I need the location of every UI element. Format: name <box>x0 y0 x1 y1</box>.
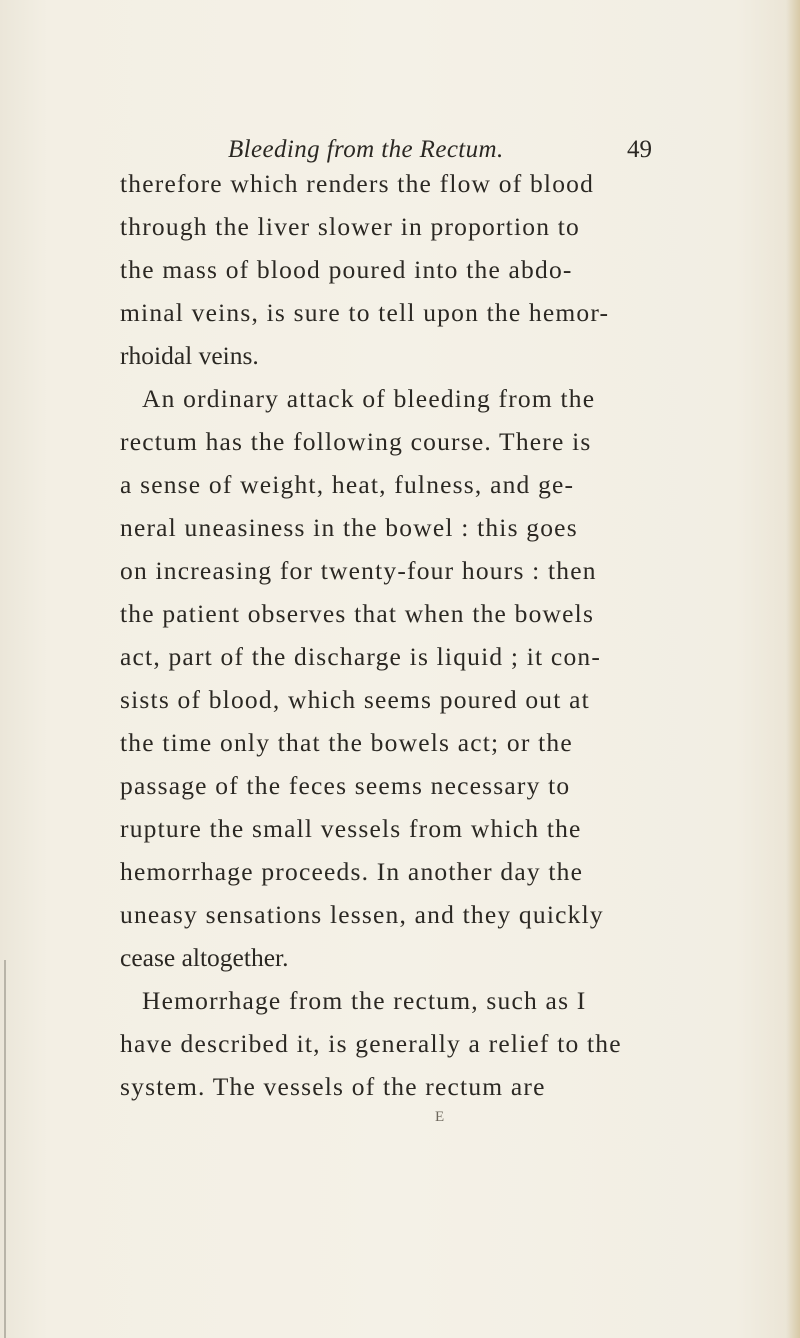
text-line: cease altogether. <box>120 943 289 972</box>
text-line: therefore which renders the flow of blood <box>120 169 595 198</box>
text-line: sists of blood, which seems poured out at <box>120 685 590 714</box>
text-line: the patient observes that when the bowels <box>120 599 595 628</box>
text-line: through the liver slower in proportion to <box>120 212 580 241</box>
text-line: on increasing for twenty-four hours : then <box>120 556 597 585</box>
text-line: rhoidal veins. <box>120 341 259 370</box>
running-title: Bleeding from the Rectum. <box>228 136 504 163</box>
text-line: the time only that the bowels act; or the <box>120 728 573 757</box>
text-line: uneasy sensations lessen, and they quickly <box>120 900 604 929</box>
text-line: Hemorrhage from the rectum, such as I <box>142 986 587 1015</box>
text-line: have described it, is generally a relief to the <box>120 1029 622 1058</box>
page-edge-line <box>4 960 6 1338</box>
text-line: hemorrhage proceeds. In another day the <box>120 857 584 886</box>
text-line: An ordinary attack of bleeding from the <box>142 384 596 413</box>
text-line: rectum has the following course. There is <box>120 427 592 456</box>
text-line: passage of the feces seems necessary to <box>120 771 571 800</box>
text-line: act, part of the discharge is liquid ; it con- <box>120 642 602 671</box>
text-line: system. The vessels of the rectum are <box>120 1072 546 1101</box>
text-line: the mass of blood poured into the abdo- <box>120 255 573 284</box>
signature-mark: E <box>435 1109 446 1125</box>
text-line: rupture the small vessels from which the <box>120 814 582 843</box>
text-line: a sense of weight, heat, fulness, and ge- <box>120 470 575 499</box>
text-line: minal veins, is sure to tell upon the hemor- <box>120 298 610 327</box>
text-line: neral uneasiness in the bowel : this goes <box>120 513 578 542</box>
page-gutter-shadow <box>786 0 800 1338</box>
page-number: 49 <box>627 136 652 163</box>
